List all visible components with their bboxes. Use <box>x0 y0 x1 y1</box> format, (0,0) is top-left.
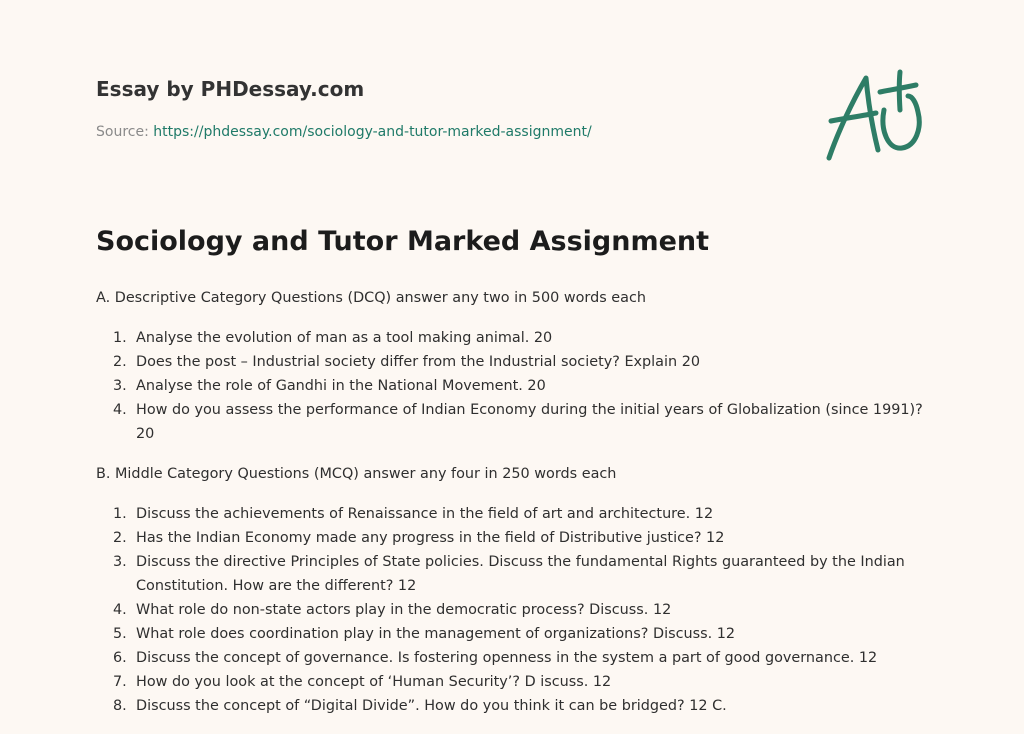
list-text: Discuss the concept of governance. Is fostering openness in the system a part of good governance. 12 <box>136 650 878 666</box>
list-item <box>96 550 926 598</box>
list-text: What role does coordination play in the management of organizations? Discuss. 12 <box>136 626 736 642</box>
list-item <box>96 622 926 646</box>
list-number: 3. <box>113 554 127 570</box>
list-number: 7. <box>113 674 127 690</box>
section-a-list <box>96 326 926 446</box>
list-number: 1. <box>113 330 127 346</box>
list-text: Analyse the evolution of man as a tool making animal. 20 <box>136 330 553 346</box>
list-number: 6. <box>113 650 127 666</box>
list-text: What role do non-state actors play in the democratic process? Discuss. 12 <box>136 602 672 618</box>
list-number: 3. <box>113 378 127 394</box>
list-text: Discuss the directive Principles of State policies. Discuss the fundamental Rights guaranteed by the Indian Constitution. How are the different? 12 <box>136 554 905 594</box>
list-text: Discuss the achievements of Renaissance in the field of art and architecture. 12 <box>136 506 714 522</box>
site-brand: Essay by PHDessay.com <box>96 77 365 101</box>
section-a-heading: A. Descriptive Category Questions (DCQ) answer any two in 500 words each <box>96 290 646 306</box>
list-text: Has the Indian Economy made any progress in the field of Distributive justice? 12 <box>136 530 725 546</box>
list-number: 5. <box>113 626 127 642</box>
list-item <box>96 694 926 718</box>
list-text: Does the post – Industrial society differ from the Industrial society? Explain 20 <box>136 354 701 370</box>
section-b-heading: B. Middle Category Questions (MCQ) answer any four in 250 words each <box>96 466 617 482</box>
list-text: Analyse the role of Gandhi in the National Movement. 20 <box>136 378 546 394</box>
list-text: Discuss the concept of “Digital Divide”. How do you think it can be bridged? 12 C. <box>136 698 727 714</box>
list-number: 2. <box>113 530 127 546</box>
list-item <box>96 646 926 670</box>
list-number: 1. <box>113 506 127 522</box>
list-text: How do you assess the performance of Indian Economy during the initial years of Globalization (since 1991)? 20 <box>136 402 923 442</box>
source-link[interactable]: https://phdessay.com/sociology-and-tutor-marked-assignment/ <box>153 124 592 140</box>
list-number: 4. <box>113 602 127 618</box>
source-line <box>96 124 592 140</box>
list-item <box>96 526 926 550</box>
list-item <box>96 598 926 622</box>
list-number: 4. <box>113 402 127 418</box>
list-text: How do you look at the concept of ‘Human Security’? D iscuss. 12 <box>136 674 612 690</box>
list-item <box>96 374 926 398</box>
list-item <box>96 398 926 446</box>
list-number: 2. <box>113 354 127 370</box>
list-item <box>96 326 926 350</box>
list-number: 8. <box>113 698 127 714</box>
list-item <box>96 502 926 526</box>
section-b-list <box>96 502 926 718</box>
a-plus-grade-icon <box>822 66 932 166</box>
article-body <box>96 286 926 734</box>
list-item <box>96 670 926 694</box>
list-item <box>96 350 926 374</box>
source-label: Source: <box>96 124 154 140</box>
page-title: Sociology and Tutor Marked Assignment <box>96 226 710 257</box>
